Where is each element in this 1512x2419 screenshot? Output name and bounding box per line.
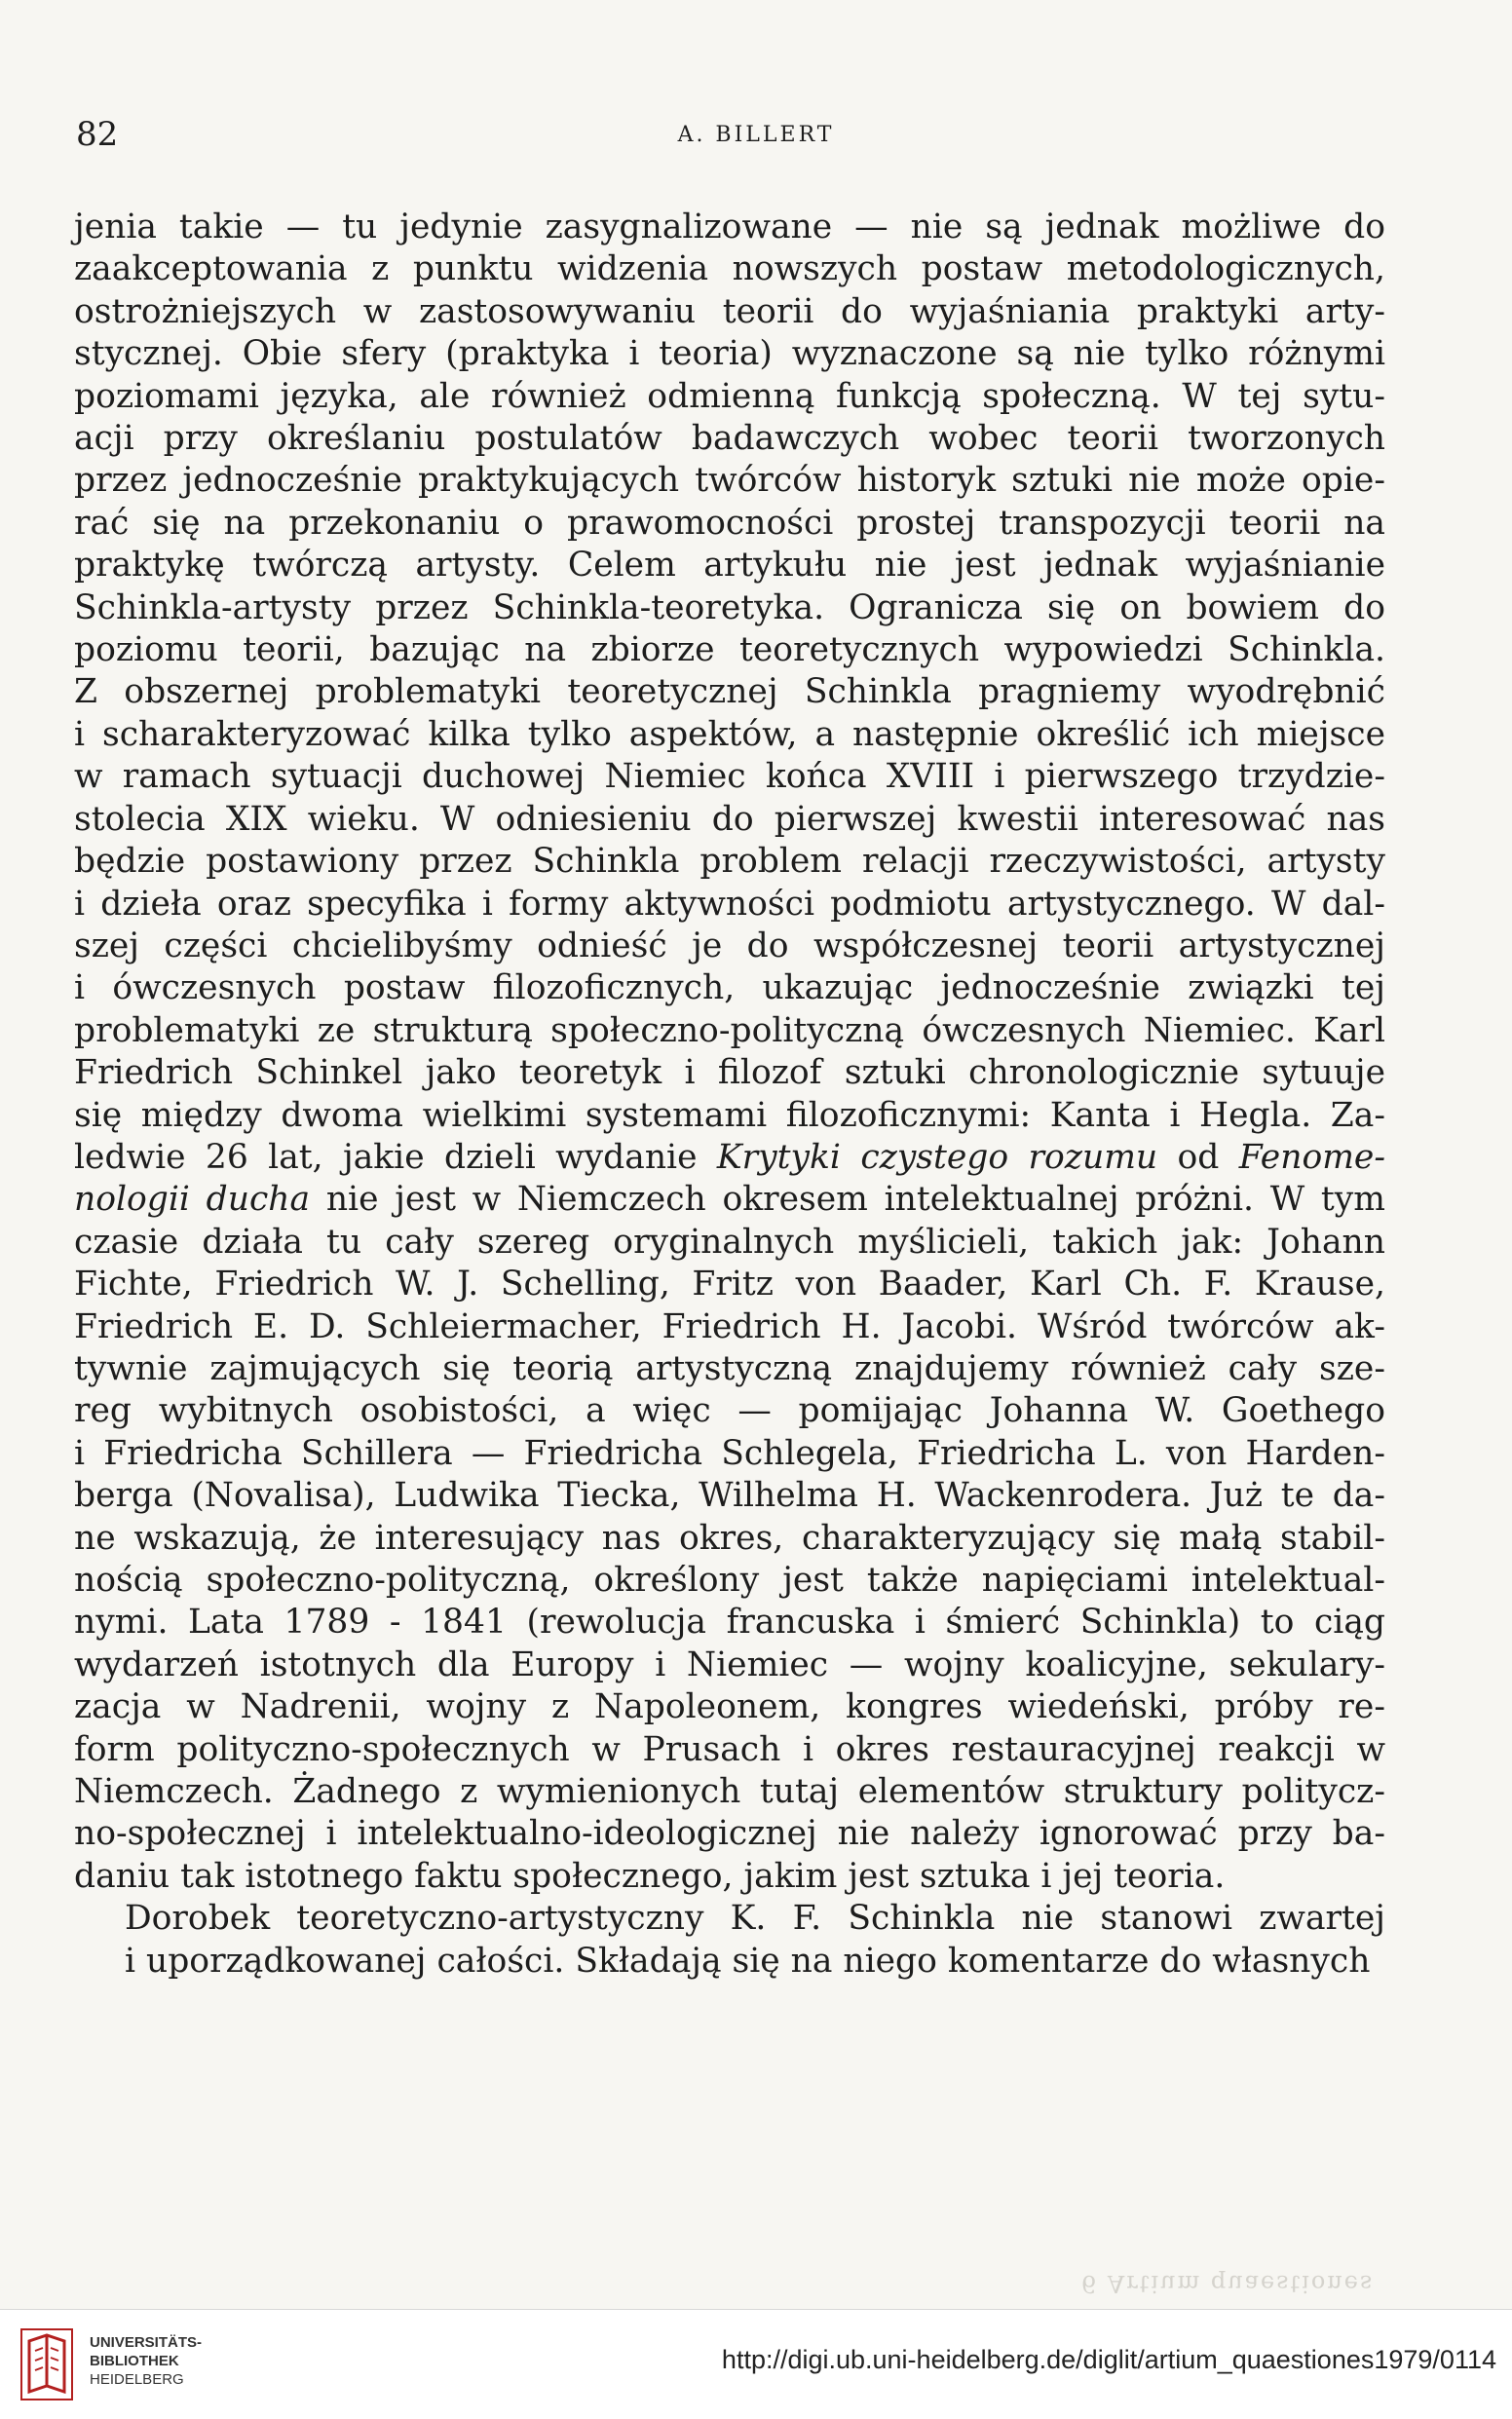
text-line: i uporządkowanej całości. Składają się na niego komentarze do własnych [125,1941,1371,1981]
text-line: czasie działa tu cały szereg oryginalnych myślicieli, takich jak: Johann [74,1222,1385,1262]
text-line: ne wskazują, że interesujący nas okres, charakteryzujący się małą stabil- [74,1518,1385,1558]
paragraph [74,207,1385,1898]
text-line: i scharakteryzować kilka tylko aspektów, a następnie określić ich miejsce [74,714,1385,754]
text-line: i dzieła oraz specyfika i formy aktywności podmiotu artystycznego. W dal- [74,884,1385,924]
library-name: UNIVERSITÄTS- BIBLIOTHEK HEIDELBERG [90,2334,203,2388]
text-line: Dorobek teoretyczno-artystyczny K. F. Schinkla nie stanowi zwartej [125,1899,1385,1939]
text-line: zacja w Nadrenii, wojny z Napoleonem, kongres wiedeński, próby re- [74,1687,1385,1727]
text-line: rać się na przekonaniu o prawomocności prostej transpozycji teorii na [74,503,1385,543]
text-line: nością społeczno-polityczną, określony jest także napięciami intelektual- [74,1561,1385,1600]
text-line: wydarzeń istotnych dla Europy i Niemiec — wojny koalicyjne, sekulary- [74,1644,1385,1684]
text-line: i Friedricha Schillera — Friedricha Schlegela, Friedricha L. von Harden- [74,1433,1385,1473]
show-through-text: 6 Artium quaestiones [1081,2270,1375,2297]
text-line: się między dwoma wielkimi systemami filozoficznymi: Kanta i Hegla. Za- [74,1095,1385,1135]
book-icon [19,2327,74,2401]
text-line: Schinkla-artysty przez Schinkla-teoretyka. Ogranicza się on bowiem do [74,587,1385,627]
source-url[interactable]: http://digi.ub.uni-heidelberg.de/diglit/artium_quaestiones1979/0114 [721,2345,1496,2374]
footer-bar [0,2309,1512,2419]
text-line: zaakceptowania z punktu widzenia nowszych postaw metodologicznych, [74,249,1385,289]
text-line: form polityczno-społecznych w Prusach i okres restauracyjnej reakcji w [74,1729,1385,1769]
text-line: ledwie 26 lat, jakie dzieli wydanie Krytyki czystego rozumu od Fenome- [74,1137,1385,1177]
text-line: acji przy określaniu postulatów badawczych wobec teorii tworzonych [74,419,1385,459]
text-line: poziomu teorii, bazując na zbiorze teoretycznych wypowiedzi Schinkla. [74,630,1385,670]
text-line: Z obszernej problematyki teoretycznej Schinkla pragniemy wyodrębnić [74,672,1385,712]
text-line: w ramach sytuacji duchowej Niemiec końca XVIII i pierwszego trzydzie- [74,757,1385,797]
text-line: jenia takie — tu jedynie zasygnalizowane — nie są jednak możliwe do [74,208,1385,246]
text-line: nologii ducha nie jest w Niemczech okresem intelektualnej próżni. W tym [74,1180,1385,1220]
text-line: Friedrich E. D. Schleiermacher, Friedrich H. Jacobi. Wśród twórców ak- [74,1306,1385,1346]
text-line: ostrożniejszych w zastosowywaniu teorii do wyjaśniania praktyki arty- [74,291,1385,331]
page-number: 82 [76,115,119,154]
text-line: problematyki ze strukturą społeczno-polityczną ówczesnych Niemiec. Karl [74,1010,1385,1050]
text-line: Friedrich Schinkel jako teoretyk i filozof sztuki chronologicznie sytuuje [74,1053,1385,1093]
text-line: stycznej. Obie sfery (praktyka i teoria) wyznaczone są nie tylko różnymi [74,334,1385,374]
text-line: poziomami języka, ale również odmienną funkcją społeczną. W tej sytu- [74,376,1385,416]
text-line: tywnie zajmujących się teorią artystyczną znajdujemy również cały sze- [74,1348,1385,1388]
text-line: stolecia XIX wieku. W odniesieniu do pierwszej kwestii interesować nas [74,799,1385,839]
body-text [74,207,1385,1983]
text-line: Fichte, Friedrich W. J. Schelling, Fritz von Baader, Karl Ch. F. Krause, [74,1265,1385,1304]
text-line: i ówczesnych postaw filozoficznych, ukazując jednocześnie związki tej [74,968,1385,1008]
text-line: berga (Novalisa), Ludwika Tiecka, Wilhelma H. Wackenrodera. Już te da- [74,1476,1385,1516]
text-line: praktykę twórczą artysty. Celem artykułu nie jest jednak wyjaśnianie [74,546,1385,586]
paragraph [74,1898,1385,1983]
text-line: nymi. Lata 1789 - 1841 (rewolucja francuska i śmierć Schinkla) to ciąg [74,1603,1385,1643]
text-line: no-społecznej i intelektualno-ideologicznej nie należy ignorować przy ba- [74,1814,1385,1854]
page-header [76,115,1436,154]
text-line: reg wybitnych osobistości, a więc — pomijając Johanna W. Goethego [74,1391,1385,1431]
text-line: szej części chcielibyśmy odnieść je do współczesnej teorii artystycznej [74,926,1385,965]
text-line: Niemczech. Żadnego z wymienionych tutaj elementów struktury politycz- [74,1772,1385,1812]
text-line: daniu tak istotnego faktu społecznego, jakim jest sztuka i jej teoria. [74,1856,1226,1896]
text-line: będzie postawiony przez Schinkla problem relacji rzeczywistości, artysty [74,842,1385,882]
running-head: A. BILLERT [677,123,835,147]
text-line: przez jednocześnie praktykujących twórców historyk sztuki nie może opie- [74,461,1385,501]
